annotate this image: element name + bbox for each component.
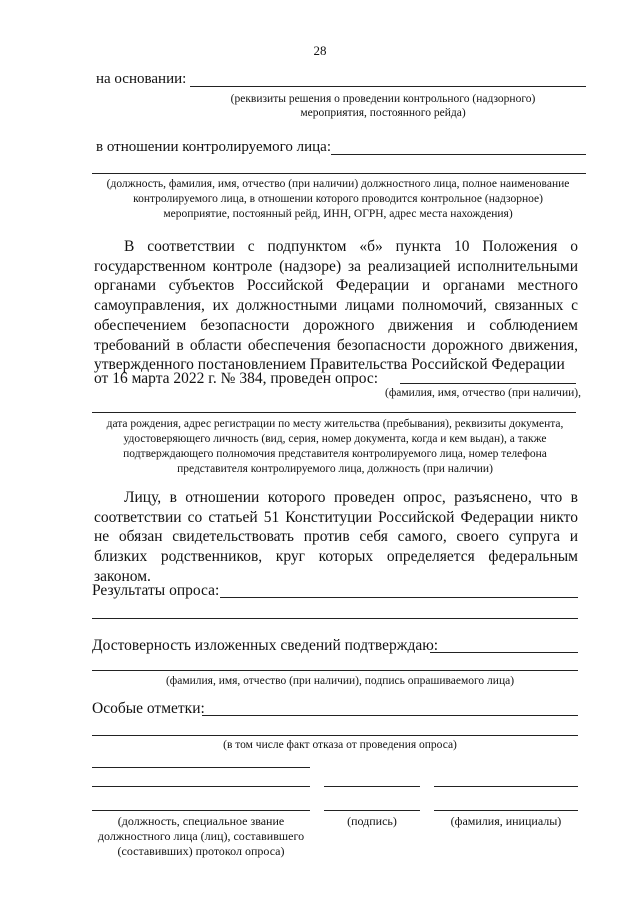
explanation-paragraph: Лицу, в отношении которого проведен опрос, разъяснено, что в соответствии со статьей 51 Конституции Российской Федерации никто не обязан свидетельствовать против себя самого, своего супруга и близких родственников, круг которых определяется федеральным законом. — [94, 489, 578, 585]
signatory-position-line-1[interactable] — [92, 767, 310, 768]
interviewee-field-line-2[interactable] — [92, 412, 576, 413]
controlled-person-caption-line1: (должность, фамилия, имя, отчество (при наличии) должностного лица, полное наименование — [106, 178, 570, 190]
initials-line-2[interactable] — [434, 810, 578, 811]
interviewee-field-line[interactable] — [400, 383, 576, 384]
initials-caption: (фамилия, инициалы) — [450, 814, 562, 828]
signatory-position-line-2[interactable] — [92, 786, 310, 787]
signatory-caption-line3: (составивших) протокол опроса) — [117, 844, 285, 858]
signatory-position-line-3[interactable] — [92, 810, 310, 811]
special-notes-caption: (в том числе факт отказа от проведения опроса) — [223, 739, 457, 751]
special-notes-field-line-2[interactable] — [92, 735, 578, 736]
interviewee-caption-right: (фамилия, имя, отчество (при наличии), — [385, 387, 581, 399]
controlled-person-label: в отношении контролируемого лица: — [96, 139, 332, 155]
signature-caption: (подпись) — [347, 814, 397, 828]
page-number: 28 — [313, 43, 327, 58]
special-notes-field-line[interactable] — [202, 715, 578, 716]
main-paragraph-last-line: от 16 марта 2022 г. № 384, проведен опрос: — [94, 370, 379, 387]
basis-caption-line1: (реквизиты решения о проведении контрольного (надзорного) — [230, 93, 536, 105]
controlled-person-field-line[interactable] — [331, 154, 586, 155]
controlled-person-caption-line3: мероприятие, постоянный рейд, ИНН, ОГРН, адрес места нахождения) — [163, 208, 513, 220]
signatory-caption-line1: (должность, специальное звание — [117, 814, 285, 828]
results-field-line[interactable] — [220, 597, 578, 598]
confirmation-label: Достоверность изложенных сведений подтверждаю: — [92, 637, 439, 654]
basis-field-line[interactable] — [190, 86, 586, 87]
confirmation-field-line-2[interactable] — [92, 670, 578, 671]
interviewee-caption-line4: представителя контролируемого лица, должность (при наличии) — [177, 463, 493, 475]
results-label: Результаты опроса: — [92, 582, 220, 599]
signature-line-2[interactable] — [324, 810, 420, 811]
interviewee-caption-line3: подтверждающего полномочия представителя контролируемого лица, номер телефона — [123, 448, 547, 460]
signature-line-1[interactable] — [324, 786, 420, 787]
interviewee-caption-line1: дата рождения, адрес регистрации по месту жительства (пребывания), реквизиты документа, — [106, 418, 564, 430]
results-field-line-2[interactable] — [92, 618, 578, 619]
confirmation-caption: (фамилия, имя, отчество (при наличии), подпись опрашиваемого лица) — [165, 675, 515, 687]
confirmation-field-line[interactable] — [430, 652, 578, 653]
interviewee-caption-line2: удостоверяющего личность (вид, серия, номер документа, когда и кем выдан), а также — [123, 433, 547, 445]
initials-line-1[interactable] — [434, 786, 578, 787]
signatory-caption-line2: должностного лица (лиц), составившего — [97, 829, 305, 843]
main-paragraph: В соответствии с подпунктом «б» пункта 10 Положения о государственном контроле (надзоре) за реализацией исполнительными органами субъектов Российской Федерации и органами местного самоуправления, их должностными лицами полномочий, связанных с обеспечением безопасности дорожного движения и соблюдением требований в области обеспечения безопасности дорожного движения, утвержденного постановлением Правительства Российской Федерации — [94, 238, 578, 374]
controlled-person-field-line-2[interactable] — [92, 173, 586, 174]
special-notes-label: Особые отметки: — [92, 700, 205, 717]
controlled-person-caption-line2: контролируемого лица, в отношении которого проводится контрольное (надзорное) — [133, 193, 543, 205]
basis-label: на основании: — [96, 71, 187, 87]
basis-caption-line2: мероприятия, постоянного рейда) — [300, 107, 466, 119]
